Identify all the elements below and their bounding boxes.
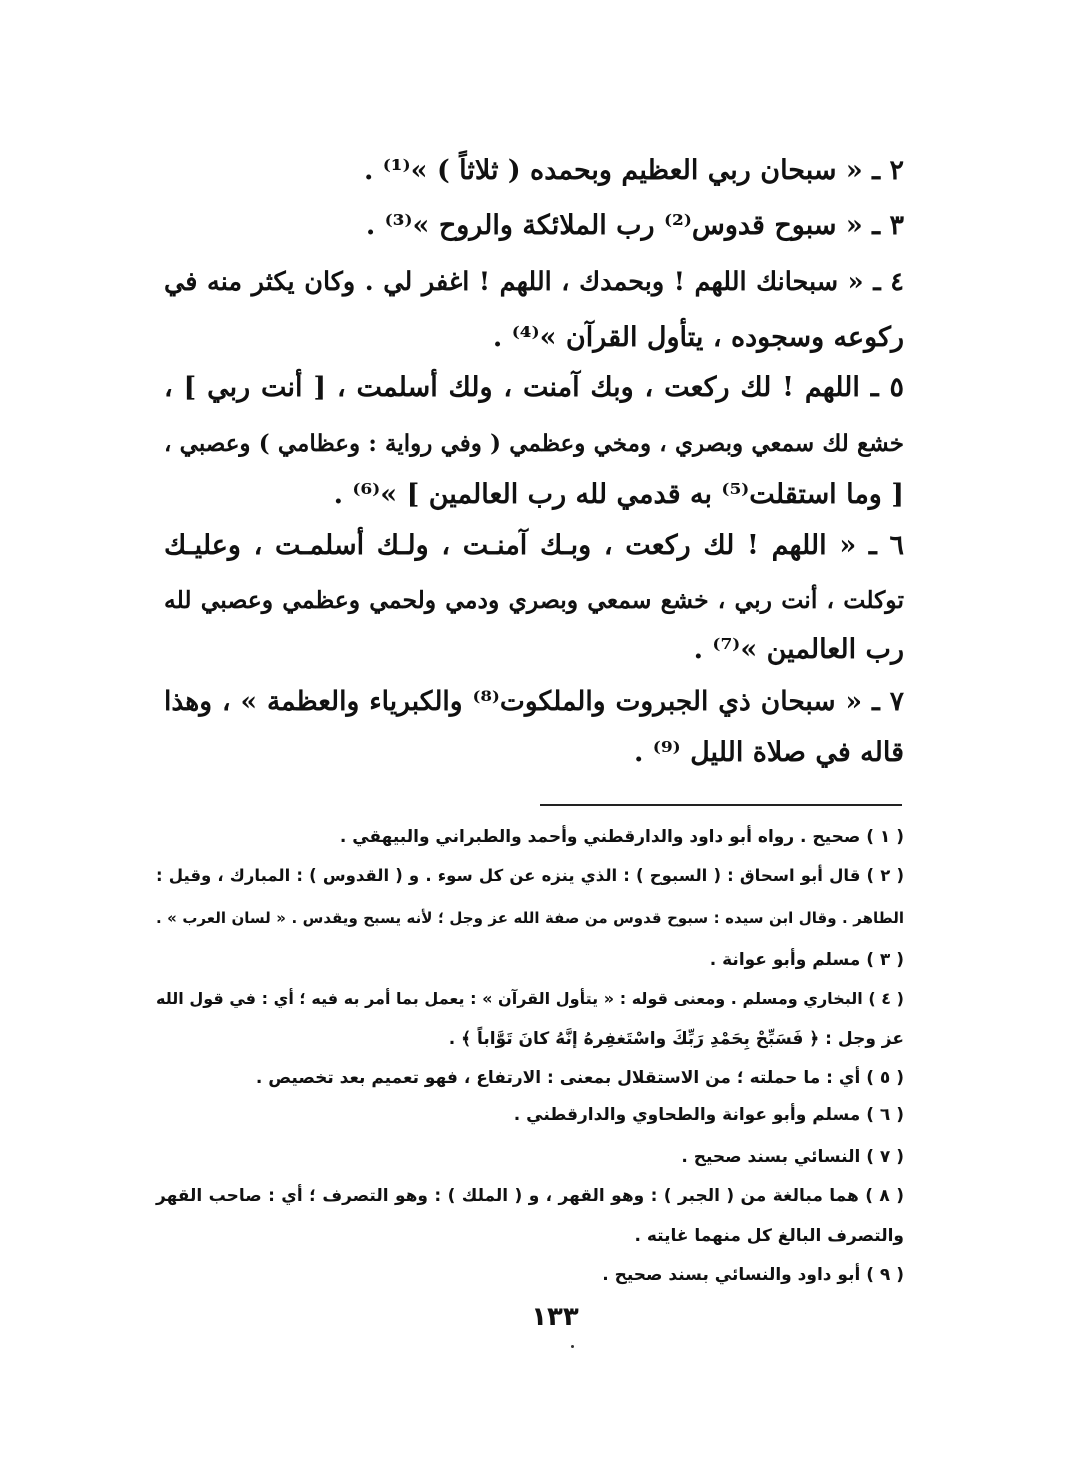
page-number: ١٣٣ (531, 1302, 579, 1332)
footnote-9: ( ٩ ) أبو داود والنسائي بسند صحيح . (602, 1265, 904, 1285)
footnote-5: ( ٥ ) أي : ما حملته ؛ من الاستقلال بمعنى : الارتفاع ، فهو تعميم بعد تخصيص . (255, 1068, 904, 1088)
footnote-3: ( ٣ ) مسلم وأبو عوانة . (709, 950, 904, 970)
main-text-line-7: [ وما استقلت⁽⁵⁾ به قدمي لله رب العالمين ] »⁽⁶⁾ . (333, 479, 904, 510)
main-text-line-6: خشع لك سمعي وبصري ، ومخي وعظمي ( وفي رواية : وعظامي ) وعصبي ، (164, 430, 904, 457)
main-text-line-8: ٦ ـ « اللهم ! لك ركعت ، وبـك آمنـت ، ولـك أسلمـت ، وعليـك (164, 530, 904, 561)
main-text-line-3: ٤ ـ « سبحانك اللهم ! وبحمدك ، اللهم ! اغفر لي . وكان يكثر منه في (164, 267, 904, 297)
footnote-4-line-1: ( ٤ ) البخاري ومسلم . ومعنى قوله : « يتأول القرآن » : يعمل بما أمر به فيه ؛ أي : في قول الله (156, 989, 904, 1008)
footnote-4-line-2: عز وجل : ﴿ فَسَبِّحْ بِحَمْدِ رَبِّكَ واسْتَغفِرهُ إنَّهُ كانَ تَوَّاباً ﴾ . (448, 1029, 904, 1049)
main-text-line-12: قاله في صلاة الليل ⁽⁹⁾ . (633, 737, 904, 768)
main-text-line-11: ٧ ـ « سبحان ذي الجبروت والملكوت⁽⁸⁾ والكبرياء والعظمة » ، وهذا (164, 686, 904, 717)
footnote-6: ( ٦ ) مسلم وأبو عوانة والطحاوي والدارقطني . (513, 1105, 904, 1125)
footnote-2-line-2: الطاهر . وقال ابن سيده : سبوح قدوس من صفة الله عز وجل ؛ لأنه يسبح ويقدس . « لسان العرب » . (156, 909, 904, 927)
footnote-8-line-1: ( ٨ ) هما مبالغة من ( الجبر ) : وهو القهر ، و ( الملك ) : وهو التصرف ؛ أي : صاحب القهر (156, 1186, 904, 1206)
footnote-1: ( ١ ) صحيح . رواه أبو داود والدارقطني وأحمد والطبراني والبيهقي . (339, 827, 904, 847)
main-text-line-9: توكلت ، أنت ربي ، خشع سمعي وبصري ودمي ولحمي وعظمي وعصبي لله (164, 586, 904, 614)
footnote-8-line-2: والتصرف البالغ كل منهما غايته . (634, 1226, 904, 1246)
main-text-line-2: ٣ ـ « سبوح قدوس⁽²⁾ رب الملائكة والروح »⁽³⁾ . (365, 210, 904, 241)
footnote-separator (540, 804, 902, 806)
main-text-line-10: رب العالمين »⁽⁷⁾ . (693, 634, 904, 665)
main-text-line-4: ركوعه وسجوده ، يتأول القرآن »⁽⁴⁾ . (492, 322, 904, 353)
footnote-7: ( ٧ ) النسائي بسند صحيح . (681, 1147, 904, 1167)
main-text-line-1: ٢ ـ « سبحان ربي العظيم وبحمده ( ثلاثاً ) »⁽¹⁾ . (363, 155, 904, 186)
page-mark-dot (571, 1345, 574, 1348)
footnote-2-line-1: ( ٢ ) قال أبو اسحاق : ( السبوح ) : الذي ينزه عن كل سوء . و ( القدوس ) : المبارك ، وقيل : (156, 866, 904, 885)
main-text-line-5: ٥ ـ اللهم ! لك ركعت ، وبك آمنت ، ولك أسلمت ، [ أنت ربي ] ، (164, 372, 904, 403)
